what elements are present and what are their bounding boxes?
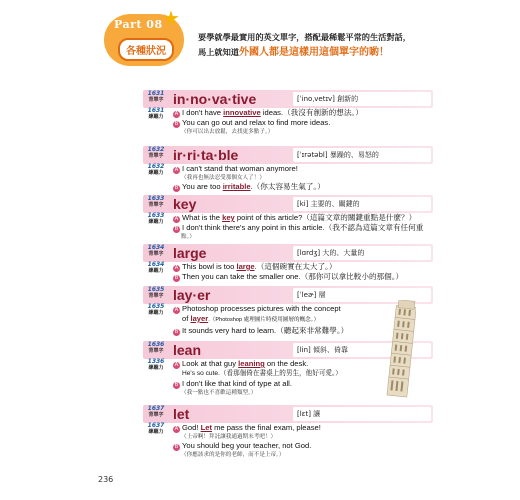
headword: lean: [173, 342, 202, 358]
speaker-a-icon: A: [174, 362, 179, 368]
line-a: A Photoshop processes pictures with the concept: [174, 304, 341, 313]
line-b: B You should beg your teacher, not God.: [174, 441, 312, 450]
listen-tag: 1633 練聽力: [147, 212, 165, 225]
dialogue: [173, 262, 433, 282]
dialogue: [173, 108, 433, 136]
word-tag: 1631 背單字: [147, 90, 165, 103]
vocab-entry: [143, 195, 433, 240]
line-b-translation: 點。）: [181, 234, 195, 240]
intro-line-1: 要學就學最實用的英文單字，搭配最稀鬆平常的生活對話，: [198, 32, 411, 42]
line-a-translation: （我再也無法忍受那個女人了！）: [181, 175, 265, 181]
listen-tag: 1336 練聽力: [147, 358, 165, 371]
dialogue: [173, 423, 433, 459]
listen-tag: 1635 練聽力: [147, 303, 165, 316]
phonetic-gloss: [ˈɪrətəbl] 暴躁的、易怒的: [293, 148, 431, 162]
listen-tag: 1631 練聽力: [147, 107, 165, 120]
part-label: Part 08: [114, 18, 163, 31]
part-badge: [98, 6, 194, 70]
book-page: [98, 8, 431, 488]
word-tag: 1636 背單字: [147, 341, 165, 354]
headword: in·no·va·tive: [173, 91, 257, 107]
listen-row: [143, 422, 433, 458]
line-a: A This bowl is too large.（這個碗實在太大了。）: [174, 262, 337, 271]
headword: let: [173, 406, 190, 422]
listen-row: [143, 212, 433, 240]
word-tag: 1635 背單字: [147, 286, 165, 299]
phonetic-gloss: [ˈleɚ] 層: [293, 288, 431, 302]
line-b: B I don't think there's any point in this article.（我不認為這篇文章有任何重: [174, 223, 424, 232]
headword: ir·ri·ta·ble: [173, 147, 239, 163]
line-b-translation: （你應該求的是你的老師，而不是上帝。）: [181, 452, 285, 458]
phonetic-gloss: [ki] 主要的、關鍵的: [293, 197, 431, 211]
line-a: A What is the key point of this article?（這篇文章的關鍵重點是什麼？）: [174, 213, 417, 222]
dialogue: [173, 304, 403, 336]
intro-text: [198, 30, 434, 60]
speaker-b-icon: B: [174, 121, 179, 127]
phonetic-gloss: [lɑrdʒ] 大的、大量的: [293, 246, 431, 260]
intro-highlight: 外國人都是這樣用這個單字的喲！: [238, 47, 389, 58]
intro-plain: 馬上就知道: [198, 47, 239, 57]
line-a-cont: of layer.（Photoshop 處理圖片時使用圖層的概念。）: [182, 314, 320, 323]
section-label: 各種狀況: [118, 38, 174, 61]
line-b: B You are too irritable.（你太容易生氣了。）: [174, 182, 325, 191]
line-a: A I don't have innovative ideas.（我沒有創新的想法。）: [174, 108, 363, 117]
vocab-entry: [143, 405, 433, 458]
word-tag: 1634 背單字: [147, 244, 165, 257]
line-b: B It sounds very hard to learn.（聽起來非常難學。）: [174, 325, 349, 335]
listen-row: [143, 107, 433, 135]
speaker-a-icon: A: [174, 426, 179, 432]
line-b-translation: （你可以出去放鬆，去找更多點子。）: [181, 129, 274, 135]
word-tag: 1637 背單字: [147, 405, 165, 418]
speaker-a-icon: A: [174, 167, 179, 173]
vocab-entry: [143, 244, 433, 281]
star-icon: ★: [162, 6, 180, 30]
speaker-b-icon: B: [174, 328, 179, 335]
word-bar: [143, 146, 433, 164]
line-b-translation: （我一點也不喜歡這種類型。）: [181, 389, 257, 396]
word-bar: [143, 405, 433, 423]
listen-tag: 1637 練聽力: [147, 422, 165, 435]
word-bar: [143, 244, 433, 262]
leaning-tower-illustration: [378, 300, 416, 400]
vocab-entry: [143, 90, 433, 135]
speaker-b-icon: B: [174, 275, 179, 281]
phonetic-gloss: [lin] 傾斜、倚靠: [293, 343, 431, 357]
line-b: B Then you can take the smaller one.（那你可以拿比較小的那個。）: [174, 272, 404, 281]
listen-row: [143, 261, 433, 281]
word-tag: 1632 背單字: [147, 146, 165, 159]
listen-row: [143, 163, 433, 191]
page-number: 236: [98, 475, 114, 484]
headword: lay·er: [173, 287, 211, 303]
headword: large: [173, 245, 207, 261]
vocab-entry: [143, 146, 433, 191]
listen-tag: 1632 練聽力: [147, 163, 165, 176]
dialogue: [173, 164, 433, 192]
dialogue: [173, 359, 403, 397]
line-a: A God! Let me pass the final exam, please!: [174, 423, 321, 432]
line-b: B You can go out and relax to find more ideas.: [174, 118, 331, 127]
line-a: A I can't stand that woman anymore!: [174, 164, 298, 173]
line-a: A Look at that guy leaning on the desk.: [174, 359, 309, 368]
listen-tag: 1634 練聽力: [147, 261, 165, 274]
speaker-b-icon: B: [174, 444, 179, 450]
speaker-a-icon: A: [174, 216, 179, 222]
speaker-b-icon: B: [174, 226, 179, 232]
word-bar: [143, 195, 433, 213]
phonetic-gloss: [ˈinoˌvetɪv] 創新的: [293, 92, 431, 106]
headword: key: [173, 196, 197, 212]
intro-line-2: [198, 45, 434, 60]
speaker-a-icon: A: [174, 307, 179, 313]
speaker-a-icon: A: [174, 265, 179, 271]
word-tag: 1633 背單字: [147, 195, 165, 208]
speaker-a-icon: A: [174, 111, 179, 117]
speaker-b-icon: B: [174, 381, 179, 388]
line-b: B I don't like that kind of type at all.: [174, 378, 292, 388]
line-a-translation: （上帝啊！拜託讓我通過期末考吧！）: [181, 434, 277, 440]
speaker-b-icon: B: [174, 185, 179, 191]
word-bar: [143, 90, 433, 108]
line-a-cont: He's so cute.（看那個倚在書桌上的男生，他好可愛。）: [182, 370, 342, 377]
dialogue: [173, 213, 433, 241]
phonetic-gloss: [lɛt] 讓: [293, 407, 431, 421]
